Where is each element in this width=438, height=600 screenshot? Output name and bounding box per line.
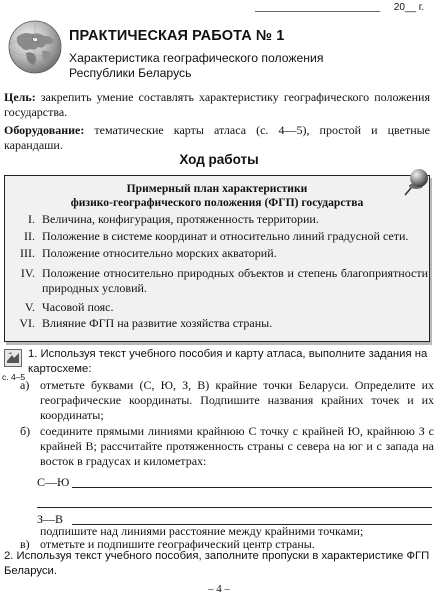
plan-title-line-1: Примерный план характеристики (126, 182, 308, 195)
task-1b-text: соедините прямыми линиями крайнюю С точку с крайней Ю, крайнюю З с крайней В; рассчитайте протяженность страны с севера на юг и с запада на восток в градусах и километрах: (40, 424, 434, 468)
task-1-text: 1. Используя текст учебного пособия и карту атласа, выполните задания на картосхеме: (28, 348, 428, 375)
equipment-label: Оборудование: (4, 123, 85, 137)
goal-paragraph (4, 90, 430, 120)
plan-item-text: Величина, конфигурация, протяженность территории. (42, 212, 319, 226)
equipment-paragraph (4, 123, 430, 153)
plan-item-number: III. (20, 246, 35, 260)
date-underline (255, 11, 380, 12)
plan-item-text: Часовой пояс. (42, 300, 114, 314)
plan-item-text: Положение относительно морских акваторий. (42, 246, 277, 260)
fill-label-west-east: З—В (37, 512, 64, 526)
task-1b-letter: б) (20, 424, 31, 438)
page-number: – 4 – (208, 583, 230, 595)
plan-item-number: VI. (19, 316, 35, 330)
fill-label-north-south: С—Ю (37, 475, 70, 489)
plan-item-number: II. (24, 229, 35, 243)
task-1v-text: отметьте и подпишите географический центр страны. (40, 537, 315, 551)
plan-item-number: IV. (20, 266, 35, 280)
task-1a (20, 378, 434, 423)
plan-item-text: Положение в системе координат и относительно линий градусной сети. (42, 229, 409, 243)
globe-icon (8, 20, 62, 74)
task-2-text: 2. Используя текст учебного пособия, заполните пропуски в характеристике ФГП Беларуси. (4, 550, 430, 577)
answer-line-north-south[interactable] (72, 487, 432, 488)
plan-title-line-2: физико-географического положения (ФГП) государства (70, 196, 364, 209)
equipment-text: тематические карты атласа (с. 4—5), простой и цветные карандаши. (4, 123, 431, 152)
page-title: ПРАКТИЧЕСКАЯ РАБОТА № 1 (69, 28, 285, 44)
answer-line[interactable] (37, 507, 432, 508)
map-book-icon (4, 349, 22, 367)
goal-text: закрепить умение составлять характеристику географического положения государства. (4, 90, 430, 119)
plan-item-number: V. (24, 300, 35, 314)
task-1v-letter: в) (20, 537, 30, 551)
task-1b (20, 424, 434, 469)
work-heading: Ход работы (179, 152, 259, 167)
task-1-note: подпишите над линиями расстояние между крайними точками; (40, 524, 364, 538)
subtitle-line-1: Характеристика географического положения (69, 51, 324, 65)
plan-item-number: I. (28, 212, 35, 226)
atlas-pages-label: с. 4–5 (2, 372, 26, 382)
subtitle-line-2: Республики Беларусь (69, 66, 192, 80)
plan-title (4, 182, 430, 210)
goal-label: Цель: (4, 90, 36, 104)
task-1a-letter: а) (20, 378, 30, 392)
task-1a-text: отметьте буквами (С, Ю, З, В) крайние точки Беларуси. Определите их географические координаты. Подпишите названия крайних точек и их координаты; (40, 378, 434, 422)
page-subtitle (69, 51, 429, 81)
plan-item-text: Положение относительно природных объектов и степень благоприятности природных условий. (42, 266, 428, 295)
plan-item-text: Влияние ФГП на развитие хозяйства страны. (42, 316, 273, 330)
date-field: 20__ г. (393, 2, 424, 13)
